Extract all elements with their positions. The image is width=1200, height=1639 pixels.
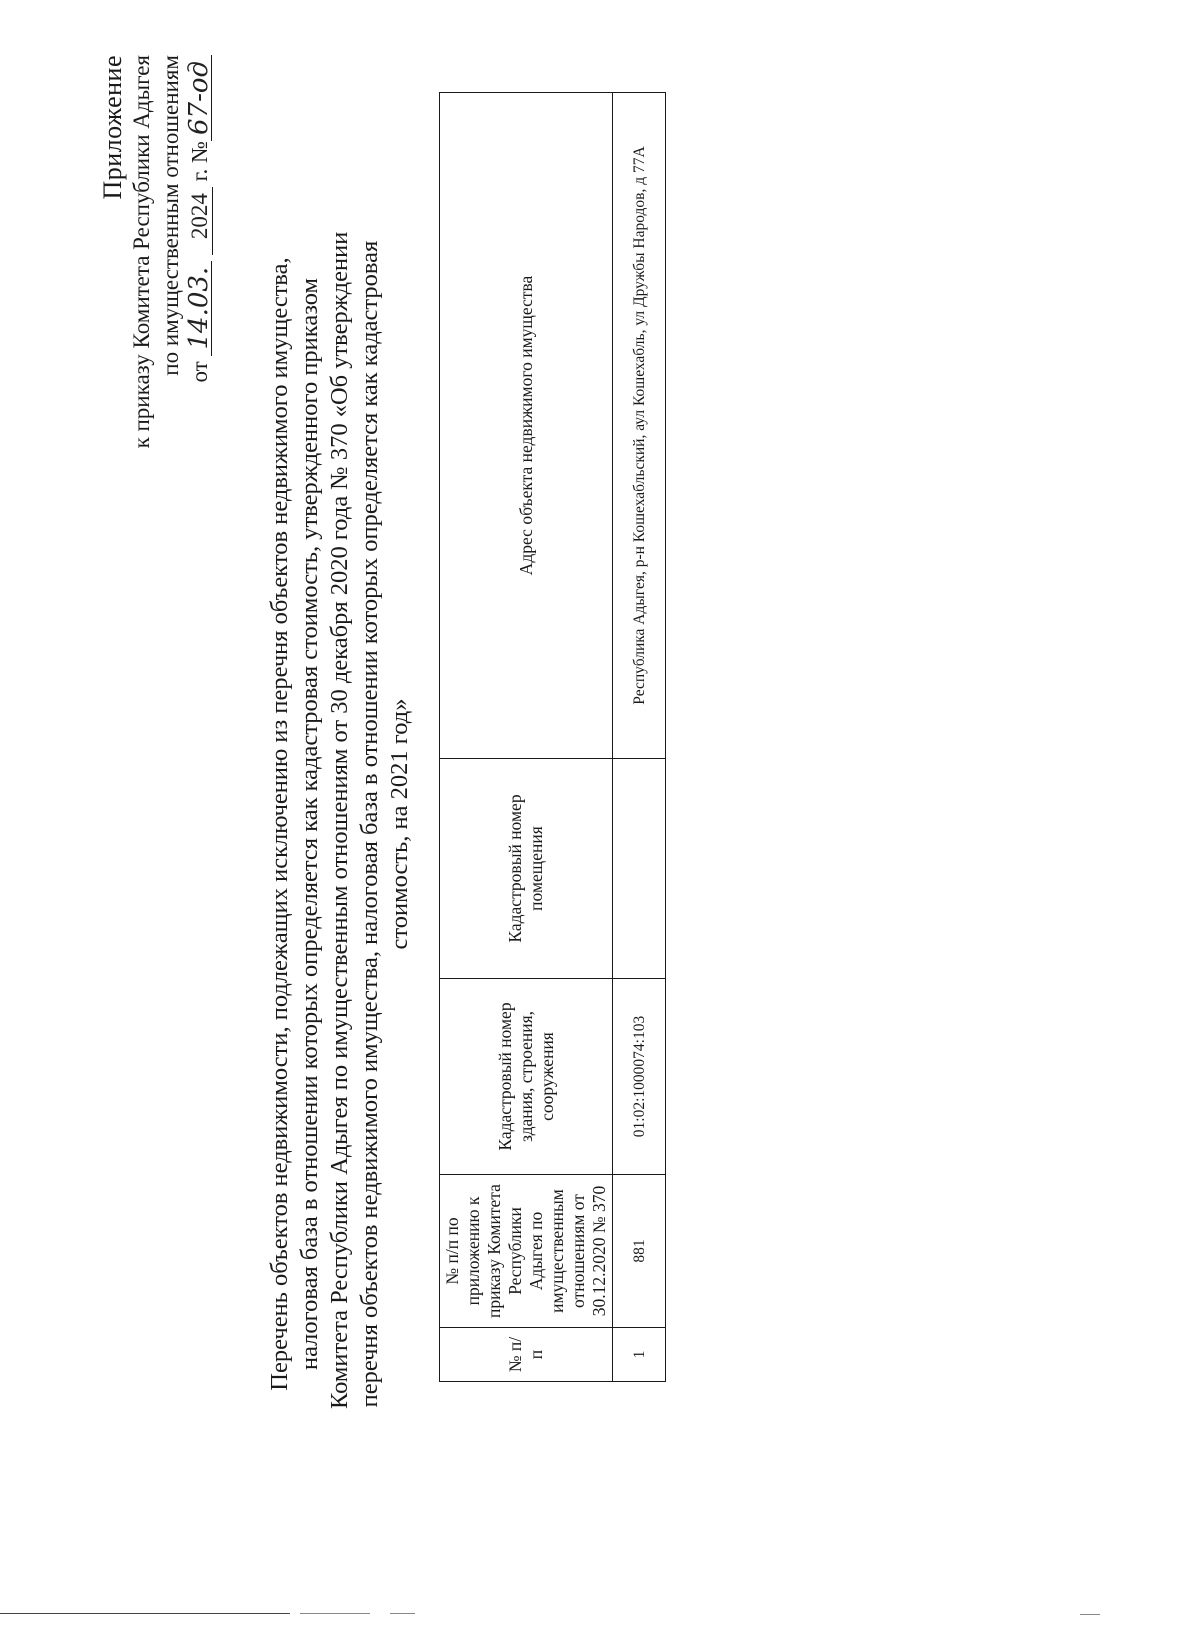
scan-edge-line [1080, 1614, 1100, 1615]
scan-edge-line [300, 1613, 370, 1614]
appendix-header [98, 55, 214, 448]
document-caption [265, 231, 415, 1409]
caption-line-3: Комитета Республики Адыгея по имущественным отношениям от 30 декабря 2020 года № 370 «Об утверждении [326, 231, 353, 1409]
year-suffix: г. № [187, 141, 212, 182]
header-building-cadastral: Кадастровый номер здания, строения, сооружения [440, 979, 613, 1175]
appendix-date-line [185, 55, 214, 448]
cell-room-cadastral [613, 759, 666, 979]
table-header-row [440, 93, 613, 1382]
caption-line-1: Перечень объектов недвижимости, подлежащих исключению из перечня объектов недвижимого имущества, [266, 257, 293, 1391]
objects-table [439, 92, 666, 1382]
caption-line-5: стоимость, на 2021 год» [386, 698, 413, 950]
appendix-title: Приложение [98, 55, 127, 200]
header-row-number: № п/п [440, 1328, 613, 1382]
order-number-handwritten: 67-од [187, 55, 212, 141]
cell-building-cadastral: 01:02:1000074:103 [613, 979, 666, 1175]
caption-line-4: перечня объектов недвижимого имущества, налоговая база в отношении которых определяется как кадастровая [356, 240, 383, 1408]
caption-line-2: налоговая база в отношении которых определяется как кадастровая стоимость, утвержденного приказом [296, 277, 323, 1371]
cell-address: Республика Адыгея, р-н Кошехабльский, аул Кошехабль, ул Дружбы Народов, д 77А [613, 93, 666, 759]
appendix-order-line: к приказу Комитета Республики Адыгея [129, 55, 154, 449]
cell-row-number: 1 [613, 1328, 666, 1382]
order-year: 2024 [188, 187, 213, 255]
appendix-committee-line: по имущественным отношениям [158, 55, 183, 376]
cell-appendix-number: 881 [613, 1175, 666, 1328]
header-room-cadastral: Кадастровый номер помещения [440, 759, 613, 979]
from-prefix: от [187, 361, 212, 383]
header-appendix-number: № п/п по приложению к приказу Комитета Республики Адыгея по имущественным отношениям от 30.12.2020 № 370 [440, 1175, 613, 1328]
scan-edge-line [390, 1613, 415, 1614]
scan-edge-line [0, 1613, 290, 1614]
table-row [613, 93, 666, 1382]
order-date-handwritten: 14.03. [187, 261, 212, 356]
header-address: Адрес объекта недвижимого имущества [440, 93, 613, 759]
